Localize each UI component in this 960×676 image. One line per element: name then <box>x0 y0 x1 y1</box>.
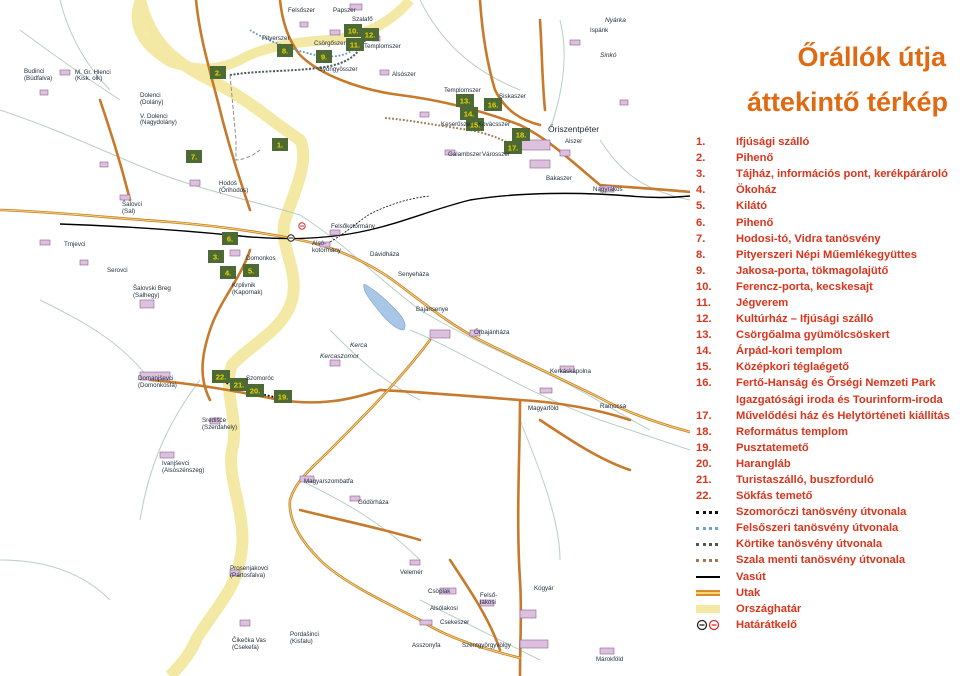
legend-item: 1. Ifjúsági szálló <box>696 136 810 149</box>
svg-text:(Kapornak): (Kapornak) <box>232 289 263 296</box>
svg-text:Alsószer: Alsószer <box>392 71 416 78</box>
svg-text:(Pártosfalva): (Pártosfalva) <box>230 572 266 579</box>
svg-text:Szalafő: Szalafő <box>352 16 373 23</box>
legend-item: 14. Árpád-kori templom <box>696 345 843 358</box>
svg-text:Magyarföld: Magyarföld <box>528 405 559 412</box>
svg-text:8.: 8. <box>281 46 289 56</box>
svg-text:Gödörháza: Gödörháza <box>358 499 389 506</box>
legend-item: 12. Kultúrház – Ifjúsági szálló <box>696 313 874 326</box>
marker-6[interactable] <box>222 232 238 245</box>
svg-text:Nagyrákos: Nagyrákos <box>593 186 623 193</box>
marker-12[interactable] <box>361 28 379 41</box>
svg-text:kotormány: kotormány <box>312 247 341 254</box>
legend-item: Igazgatósági iroda és Tourinform-iroda <box>736 393 943 406</box>
svg-text:Čikečka Vas: Čikečka Vas <box>232 637 266 644</box>
svg-text:19.: 19. <box>277 392 289 402</box>
legend-item: 11. Jégverem <box>696 296 789 309</box>
svg-text:7.: 7. <box>190 152 198 162</box>
map-title: Őrállók útja <box>797 42 946 72</box>
svg-text:Templomszer: Templomszer <box>364 43 401 50</box>
legend-item: 18. Református templom <box>696 425 848 438</box>
svg-text:17.: 17. <box>507 143 519 153</box>
legend-item: 6. Pihenő <box>696 216 774 229</box>
svg-text:Krplivnik: Krplivnik <box>232 282 256 289</box>
svg-text:(Büdfalva): (Büdfalva) <box>24 75 53 82</box>
svg-text:Kerca: Kerca <box>350 342 368 349</box>
dotted-blue-line-icon <box>696 527 736 530</box>
svg-text:Ramocsa: Ramocsa <box>600 403 627 410</box>
legend-symbol-row: Körtike tanösvény útvonala <box>696 536 960 552</box>
map-legend <box>690 0 960 676</box>
legend-symbol-row: Felsőszeri tanösvény útvonala <box>696 520 960 536</box>
svg-text:Pordašinci: Pordašinci <box>290 631 319 638</box>
svg-text:lakosi: lakosi <box>480 599 496 606</box>
road-line-icon <box>696 590 736 596</box>
svg-text:Felsőkotormány: Felsőkotormány <box>331 223 376 230</box>
svg-text:Domanjševci: Domanjševci <box>138 375 174 382</box>
svg-text:Papszer: Papszer <box>333 7 356 14</box>
svg-text:Ivanjševci: Ivanjševci <box>162 460 190 467</box>
svg-text:3.: 3. <box>212 252 220 262</box>
svg-text:Szentgyörgyvölgy: Szentgyörgyvölgy <box>462 642 511 649</box>
svg-text:Csörgőszer: Csörgőszer <box>314 40 346 47</box>
dotted-dark-line-icon <box>696 543 736 546</box>
svg-text:(Alsószénszeg): (Alsószénszeg) <box>162 467 205 474</box>
svg-text:Kógyár: Kógyár <box>534 585 554 592</box>
svg-text:Bajánsenye: Bajánsenye <box>416 306 449 313</box>
svg-text:Felső-: Felső- <box>480 592 498 599</box>
dotted-brown-line-icon <box>696 559 736 562</box>
border-crossing-icon <box>696 619 736 631</box>
railway-line-icon <box>696 576 736 578</box>
legend-item: 4. Ökoház <box>696 184 777 197</box>
svg-text:Šalovci: Šalovci <box>122 201 142 208</box>
svg-text:(Dolány): (Dolány) <box>140 99 164 106</box>
legend-item: 15. Középkori téglaégető <box>696 361 850 374</box>
legend-item: 17. Művelődési ház és Helytörténeti kiállítás <box>696 409 950 422</box>
svg-text:Alszer: Alszer <box>565 138 583 145</box>
svg-text:Velemér: Velemér <box>400 569 423 576</box>
svg-text:18.: 18. <box>515 130 527 140</box>
marker-19[interactable] <box>274 390 292 403</box>
marker-5[interactable] <box>243 264 259 277</box>
marker-20[interactable] <box>246 384 264 397</box>
svg-text:Alsó-: Alsó- <box>312 240 327 247</box>
legend-item: 10. Ferencz-porta, kecskesajt <box>696 280 873 293</box>
svg-text:14.: 14. <box>463 109 475 119</box>
svg-text:Csöplak: Csöplak <box>428 588 451 595</box>
legend-item: 16. Fertő-Hanság és Őrségi Nemzeti Park <box>696 377 936 390</box>
marker-1[interactable] <box>272 138 288 151</box>
marker-10[interactable] <box>344 24 362 37</box>
legend-symbol-row: Határátkelő <box>696 617 960 633</box>
legend-item: 2. Pihenő <box>696 152 774 165</box>
svg-text:Domonkos: Domonkos <box>246 255 276 262</box>
legend-item: 19. Pusztatemető <box>696 441 809 454</box>
svg-text:16.: 16. <box>487 100 499 110</box>
svg-text:Pityerszer: Pityerszer <box>262 35 290 42</box>
svg-text:15.: 15. <box>469 120 481 130</box>
svg-text:(Kisfalu): (Kisfalu) <box>290 638 313 645</box>
marker-3[interactable] <box>208 250 224 263</box>
svg-text:Csekeszer: Csekeszer <box>440 619 470 626</box>
svg-text:Senyeháza: Senyeháza <box>398 271 429 278</box>
svg-text:Bakaszer: Bakaszer <box>546 175 572 182</box>
svg-text:Sinkó: Sinkó <box>600 52 617 59</box>
svg-text:Serovci: Serovci <box>107 267 128 274</box>
svg-text:Őrbajánháza: Őrbajánháza <box>474 329 510 336</box>
legend-item: 20. Harangláb <box>696 457 791 470</box>
map-subtitle: áttekintő térkép <box>746 87 948 117</box>
legend-item: 3. Tájház, információs pont, kerékpárároló <box>696 168 948 181</box>
svg-text:Dolenci: Dolenci <box>140 92 161 99</box>
svg-text:Templomszer: Templomszer <box>444 87 481 94</box>
legend-item: 13. Csörgőalma gyümölcsöskert <box>696 329 890 342</box>
svg-text:12.: 12. <box>364 30 376 40</box>
svg-text:(Sal): (Sal) <box>122 208 136 215</box>
svg-text:(Nagydolány): (Nagydolány) <box>140 119 177 126</box>
svg-text:V. Dolenci: V. Dolenci <box>140 113 168 120</box>
svg-text:Magyarszombatfa: Magyarszombatfa <box>304 478 354 485</box>
legend-item: 5. Kilátó <box>696 200 768 213</box>
marker-22[interactable] <box>212 370 230 383</box>
legend-item: 22. Sökfás temető <box>696 490 813 503</box>
svg-text:Nyárka: Nyárka <box>605 17 626 24</box>
svg-text:22.: 22. <box>215 372 227 382</box>
svg-text:Márokföld: Márokföld <box>596 656 624 663</box>
svg-text:21.: 21. <box>233 380 245 390</box>
legend-item: 7. Hodosi-tó, Vidra tanösvény <box>696 232 881 245</box>
legend-item: 8. Pityerszeri Népi Műemlékegyüttes <box>696 248 917 261</box>
svg-text:Felsőszer: Felsőszer <box>288 7 315 14</box>
svg-text:Alsólakosi: Alsólakosi <box>430 605 458 612</box>
svg-text:Asszonyfa: Asszonyfa <box>412 642 441 649</box>
svg-text:Keserűszer: Keserűszer <box>441 121 473 128</box>
svg-text:Kercaszomor: Kercaszomor <box>320 353 359 360</box>
legend-item: 21. Turistaszálló, buszforduló <box>696 474 874 487</box>
legend-item: 9. Jakosa-porta, tökmagolajütő <box>696 264 889 277</box>
svg-text:2.: 2. <box>214 68 222 78</box>
marker-13[interactable] <box>456 94 474 107</box>
svg-text:Galambszer: Galambszer <box>448 151 482 158</box>
legend-list <box>696 134 960 633</box>
svg-text:Szomoróc: Szomoróc <box>246 375 274 382</box>
marker-7[interactable] <box>186 150 202 163</box>
marker-8[interactable] <box>277 44 293 57</box>
svg-text:Őriszentpéter: Őriszentpéter <box>548 124 600 134</box>
svg-text:Kerkáskápolna: Kerkáskápolna <box>550 368 591 375</box>
svg-text:Gyöngyösszer: Gyöngyösszer <box>318 66 358 73</box>
svg-text:4.: 4. <box>224 268 232 278</box>
svg-text:20.: 20. <box>249 386 261 396</box>
marker-18[interactable] <box>512 128 530 141</box>
svg-text:(Salhegy): (Salhegy) <box>133 292 160 299</box>
svg-text:13.: 13. <box>459 96 471 106</box>
legend-symbol-row: Szomoróczi tanösvény útvonala <box>696 504 960 520</box>
svg-text:Kovácsszer: Kovácsszer <box>478 121 510 128</box>
svg-text:11.: 11. <box>349 40 361 50</box>
marker-9[interactable] <box>316 50 332 63</box>
svg-text:(Domonkosfa): (Domonkosfa) <box>138 382 177 389</box>
svg-text:Središče: Središče <box>202 417 227 424</box>
svg-text:Trnjevci: Trnjevci <box>64 241 86 248</box>
svg-text:Siskaszer: Siskaszer <box>499 93 526 100</box>
legend-symbol-row: Vasút <box>696 569 960 585</box>
svg-text:Hodoš: Hodoš <box>219 180 237 187</box>
svg-text:6.: 6. <box>226 234 234 244</box>
svg-text:(Szerdahely): (Szerdahely) <box>202 424 238 431</box>
svg-text:Városszer: Városszer <box>482 151 510 158</box>
svg-text:Šalovski Breg: Šalovski Breg <box>133 285 171 292</box>
legend-symbol-row: Országhatár <box>696 601 960 617</box>
svg-text:Ispánk: Ispánk <box>590 27 609 34</box>
svg-text:1.: 1. <box>276 140 284 150</box>
svg-text:Budinci: Budinci <box>24 68 45 75</box>
svg-text:(Őrihodos): (Őrihodos) <box>219 187 249 194</box>
svg-text:9.: 9. <box>320 52 328 62</box>
dotted-black-line-icon <box>696 511 736 514</box>
marker-2[interactable] <box>210 66 226 79</box>
svg-text:(Kisk. olk): (Kisk. olk) <box>75 75 103 82</box>
svg-text:(Csekefa): (Csekefa) <box>232 644 259 651</box>
legend-symbol-row: Szala menti tanösvény útvonala <box>696 552 960 568</box>
border-line-icon <box>696 605 736 613</box>
svg-text:10.: 10. <box>347 26 359 36</box>
marker-4[interactable] <box>220 266 236 279</box>
svg-text:Prosenjakovci: Prosenjakovci <box>230 565 269 572</box>
svg-text:Dávidháza: Dávidháza <box>370 251 400 258</box>
svg-text:5.: 5. <box>247 266 255 276</box>
svg-text:M. Gr. Hlenci: M. Gr. Hlenci <box>75 69 111 76</box>
legend-symbol-row: Utak <box>696 585 960 601</box>
